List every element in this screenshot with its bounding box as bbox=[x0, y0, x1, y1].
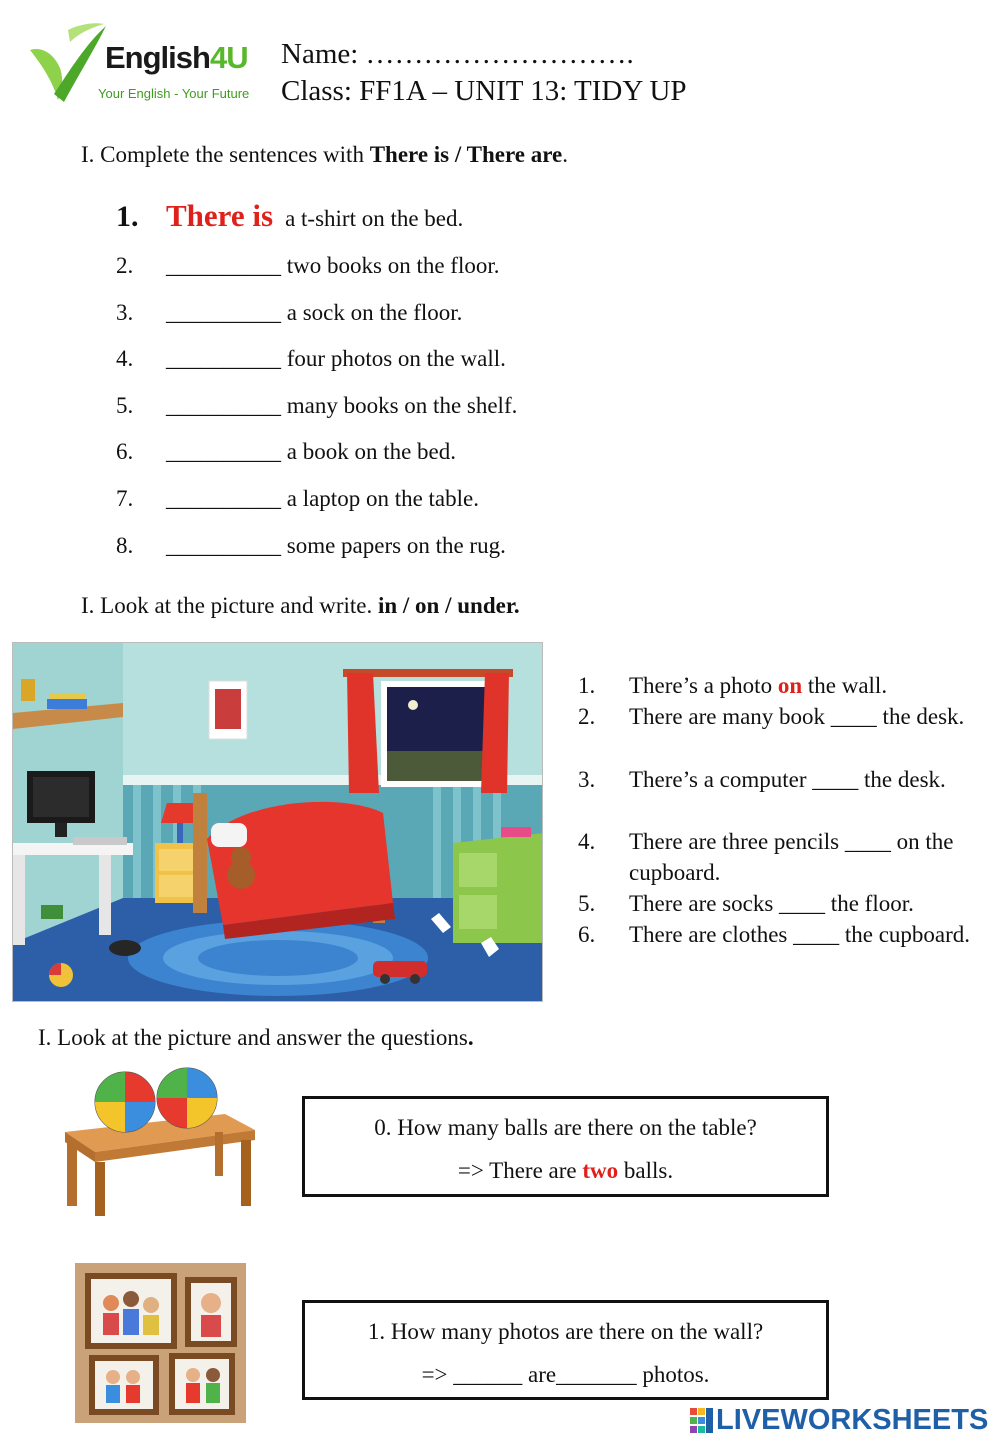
exercise2-example: 1. There’s a photo on the wall. bbox=[578, 673, 888, 698]
exercise2-item: 4. There are three pencils ____ on the cupboard. bbox=[578, 826, 978, 888]
bedroom-picture bbox=[12, 642, 543, 1002]
exercise1-item: 7. __________ a laptop on the table. bbox=[116, 486, 479, 511]
exercise1-item: 4. __________ four photos on the wall. bbox=[116, 346, 506, 371]
exercise2-item: 3. There’s a computer ____ the desk. bbox=[578, 764, 978, 795]
section2-title: I. Look at the picture and write. in / on / under. bbox=[81, 593, 520, 618]
question-text: 0. How many balls are there on the table? bbox=[374, 1115, 757, 1140]
answer-blank[interactable]: __________ bbox=[166, 533, 281, 558]
answer-blank[interactable]: __________ bbox=[166, 439, 281, 464]
example-answer: on bbox=[777, 673, 803, 698]
answer-text: => There are two balls. bbox=[457, 1158, 674, 1183]
photos-on-wall-picture bbox=[75, 1263, 246, 1423]
section1-title: I. Complete the sentences with There is / There are. bbox=[81, 142, 568, 167]
brand-tagline: Your English - Your Future bbox=[98, 86, 250, 101]
exercise1-example bbox=[116, 198, 463, 234]
item-text: a t-shirt on the bed. bbox=[285, 206, 464, 231]
exercise2-item: 2. There are many book ____ the desk. bbox=[578, 701, 978, 732]
item-number: 1. bbox=[116, 200, 139, 233]
answer-blank[interactable]: __________ bbox=[166, 346, 281, 371]
answer-blank[interactable]: __________ bbox=[166, 253, 281, 278]
liveworksheets-wordmark: LIVEWORKSHEETS bbox=[716, 1404, 989, 1436]
question-text: 1. How many photos are there on the wall? bbox=[367, 1319, 764, 1344]
question-box-0 bbox=[302, 1096, 829, 1197]
exercise2-text[interactable]: There’s a computer ____ the desk. bbox=[629, 767, 946, 792]
answer-text[interactable]: => ______ are_______ photos. bbox=[421, 1362, 710, 1387]
exercise2-text[interactable]: There are clothes ____ the cupboard. bbox=[629, 922, 971, 947]
answer-blank[interactable]: __________ bbox=[166, 393, 281, 418]
exercise2-item: 6. There are clothes ____ the cupboard. bbox=[578, 919, 978, 950]
section3-title: I. Look at the picture and answer the questions. bbox=[38, 1025, 474, 1050]
question-box-1 bbox=[302, 1300, 829, 1400]
example-answer: There is bbox=[166, 198, 274, 233]
exercise1-item: 3. __________ a sock on the floor. bbox=[116, 300, 463, 325]
exercise2-text[interactable]: There are many book ____ the desk. bbox=[629, 704, 965, 729]
balls-on-table-picture bbox=[55, 1062, 260, 1217]
exercise2-text[interactable]: There are three pencils ____ on the cupboard. bbox=[629, 829, 960, 885]
answer-blank[interactable]: __________ bbox=[166, 486, 281, 511]
exercise1-item: 6. __________ a book on the bed. bbox=[116, 439, 457, 464]
class-line: Class: FF1A – UNIT 13: TIDY UP bbox=[281, 75, 687, 107]
liveworksheets-footer bbox=[690, 1404, 990, 1440]
exercise1-item: 2. __________ two books on the floor. bbox=[116, 253, 500, 278]
exercise2-item: 5. There are socks ____ the floor. bbox=[578, 888, 978, 919]
answer-blank[interactable]: __________ bbox=[166, 300, 281, 325]
exercise2-text[interactable]: There are socks ____ the floor. bbox=[629, 891, 914, 916]
exercise1-item: 8. __________ some papers on the rug. bbox=[116, 533, 506, 558]
brand-wordmark: English4U bbox=[105, 40, 248, 75]
name-line: Name: ………………………. bbox=[281, 38, 634, 70]
liveworksheets-icon bbox=[690, 1408, 714, 1434]
exercise1-item: 5. __________ many books on the shelf. bbox=[116, 393, 518, 418]
